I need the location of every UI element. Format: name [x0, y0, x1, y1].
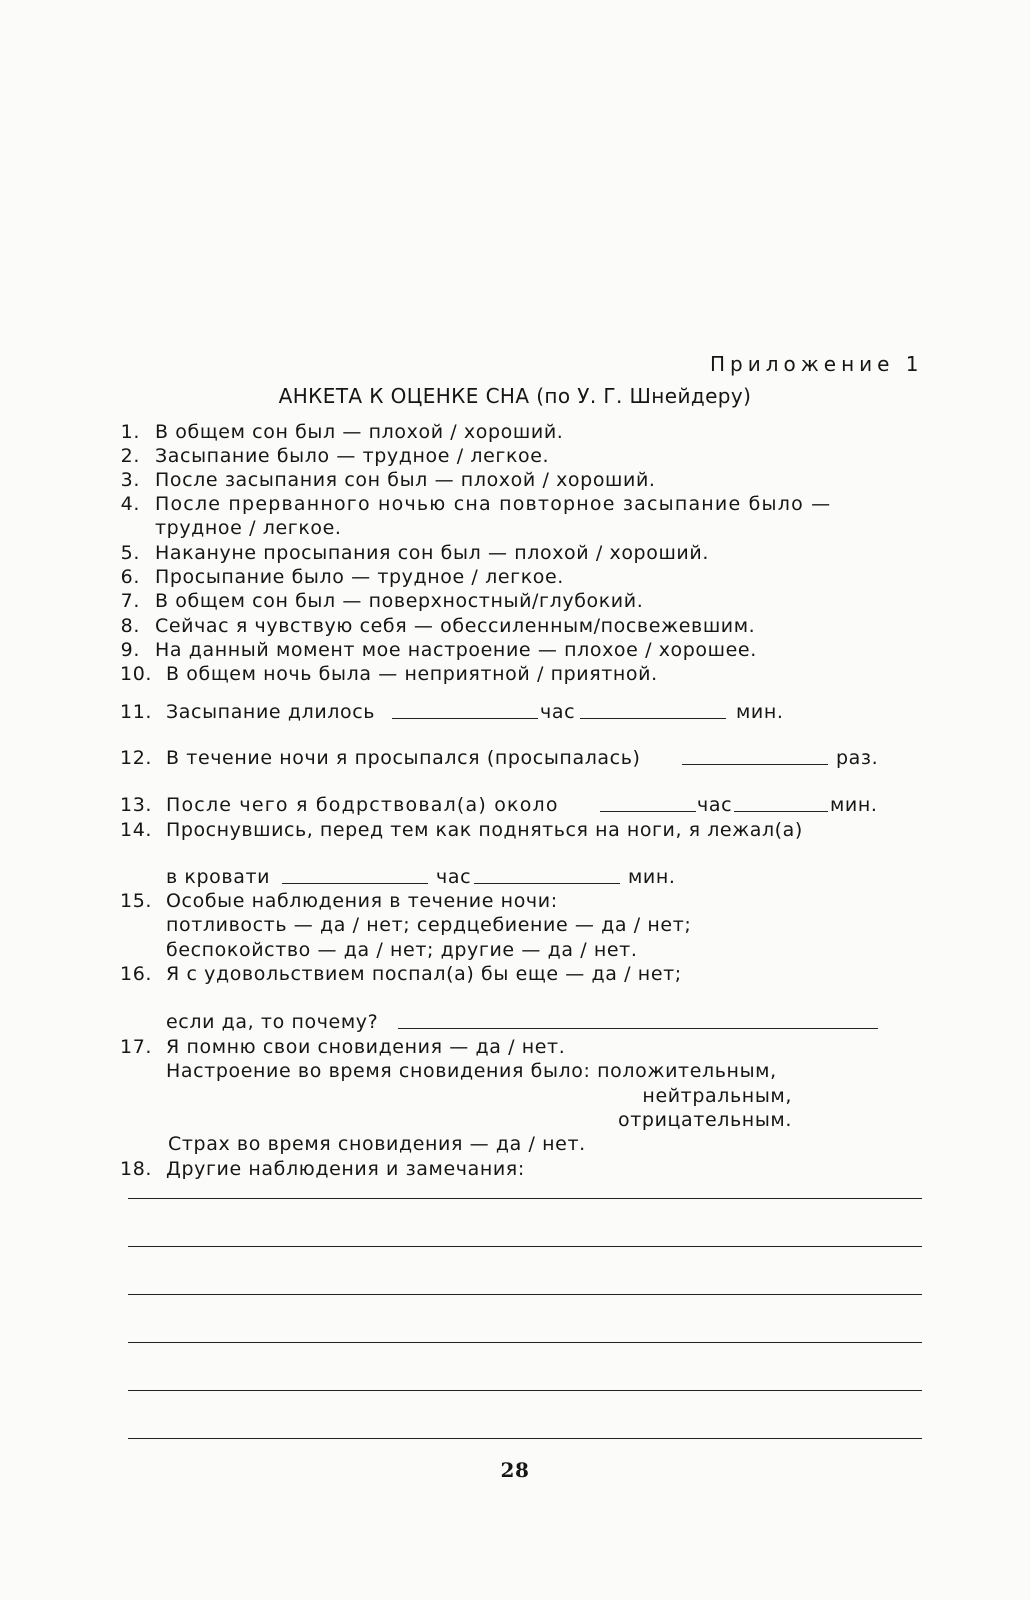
- page-number: 28: [500, 1458, 530, 1482]
- item-4-number: 4.: [120, 493, 140, 515]
- notes-line-5[interactable]: [128, 1390, 922, 1391]
- item-16-text-cont: если да, то почему?: [166, 1011, 379, 1033]
- item-17-text-line2: Настроение во время сновидения было: положительным,: [166, 1060, 777, 1082]
- item-1-text: В общем сон был — плохой / хороший.: [155, 421, 564, 443]
- item-15-text: Особые наблюдения в течение ночи:: [166, 890, 558, 912]
- item-17-option-negative: отрицательным.: [618, 1109, 792, 1131]
- item-17-number: 17.: [120, 1036, 153, 1058]
- item-14-text-cont: в кровати: [166, 866, 271, 888]
- notes-line-6[interactable]: [128, 1438, 922, 1439]
- item-18-text: Другие наблюдения и замечания:: [166, 1158, 525, 1180]
- appendix-label: Приложение 1: [710, 352, 924, 376]
- item-15-text-line3: беспокойство — да / нет; другие — да / нет.: [166, 939, 638, 961]
- item-8-text: Сейчас я чувствую себя — обессиленным/посвежевшим.: [155, 615, 756, 637]
- item-16-reason-field[interactable]: [398, 1010, 878, 1035]
- item-15-text-line2: потливость — да / нет; сердцебиение — да / нет;: [166, 914, 692, 936]
- item-14-minutes-unit: мин.: [628, 866, 676, 888]
- notes-line-4[interactable]: [128, 1342, 922, 1343]
- notes-line-2[interactable]: [128, 1246, 922, 1247]
- item-14-hours-unit: час: [436, 866, 472, 888]
- item-7-text: В общем сон был — поверхностный/глубокий.: [155, 590, 644, 612]
- item-18-number: 18.: [120, 1158, 153, 1180]
- item-4-text: После прерванного ночью сна повторное засыпание было —: [155, 493, 832, 515]
- item-5-number: 5.: [120, 542, 140, 564]
- item-17-option-neutral: нейтральным,: [642, 1085, 792, 1107]
- item-11-text: Засыпание длилось: [166, 701, 376, 723]
- item-12-count-field[interactable]: [682, 746, 828, 771]
- item-5-text: Накануне просыпания сон был — плохой / хороший.: [155, 542, 709, 564]
- item-16-text: Я с удовольствием поспал(а) бы еще — да / нет;: [166, 963, 682, 985]
- item-6-number: 6.: [120, 566, 140, 588]
- item-14-hours-field[interactable]: [282, 865, 428, 890]
- item-14-minutes-field[interactable]: [474, 865, 620, 890]
- item-4-text-cont: трудное / легкое.: [155, 517, 342, 539]
- item-13-hours-field[interactable]: [600, 793, 696, 818]
- item-17-text-line5: Страх во время сновидения — да / нет.: [168, 1133, 586, 1155]
- item-11-number: 11.: [120, 701, 153, 723]
- item-12-text: В течение ночи я просыпался (просыпалась): [166, 747, 641, 769]
- item-14-text: Проснувшись, перед тем как подняться на ноги, я лежал(а): [166, 819, 803, 841]
- item-15-number: 15.: [120, 890, 153, 912]
- item-8-number: 8.: [120, 615, 140, 637]
- item-13-minutes-unit: мин.: [830, 794, 878, 816]
- item-2-number: 2.: [120, 445, 140, 467]
- item-3-number: 3.: [120, 469, 140, 491]
- notes-line-1[interactable]: [128, 1198, 922, 1199]
- item-9-text: На данный момент мое настроение — плохое / хорошее.: [155, 639, 757, 661]
- item-7-number: 7.: [120, 590, 140, 612]
- item-13-hours-unit: час: [697, 794, 733, 816]
- item-6-text: Просыпание было — трудное / легкое.: [155, 566, 564, 588]
- item-1-number: 1.: [120, 421, 140, 443]
- page-title: АНКЕТА К ОЦЕНКЕ СНА (по У. Г. Шнейдеру): [278, 384, 752, 408]
- item-12-unit: раз.: [836, 747, 879, 769]
- item-2-text: Засыпание было — трудное / легкое.: [155, 445, 550, 467]
- item-11-hours-field[interactable]: [392, 700, 538, 725]
- item-9-number: 9.: [120, 639, 140, 661]
- item-14-number: 14.: [120, 819, 153, 841]
- item-11-minutes-unit: мин.: [736, 701, 784, 723]
- item-3-text: После засыпания сон был — плохой / хороший.: [155, 469, 656, 491]
- item-13-text: После чего я бодрствовал(а) около: [166, 794, 559, 816]
- item-10-number: 10.: [120, 663, 153, 685]
- item-16-number: 16.: [120, 963, 153, 985]
- item-10-text: В общем ночь была — неприятной / приятной.: [166, 663, 658, 685]
- item-13-number: 13.: [120, 794, 153, 816]
- item-11-hours-unit: час: [540, 701, 576, 723]
- notes-line-3[interactable]: [128, 1294, 922, 1295]
- item-17-text: Я помню свои сновидения — да / нет.: [166, 1036, 566, 1058]
- item-12-number: 12.: [120, 747, 153, 769]
- item-13-minutes-field[interactable]: [734, 793, 828, 818]
- item-11-minutes-field[interactable]: [580, 700, 726, 725]
